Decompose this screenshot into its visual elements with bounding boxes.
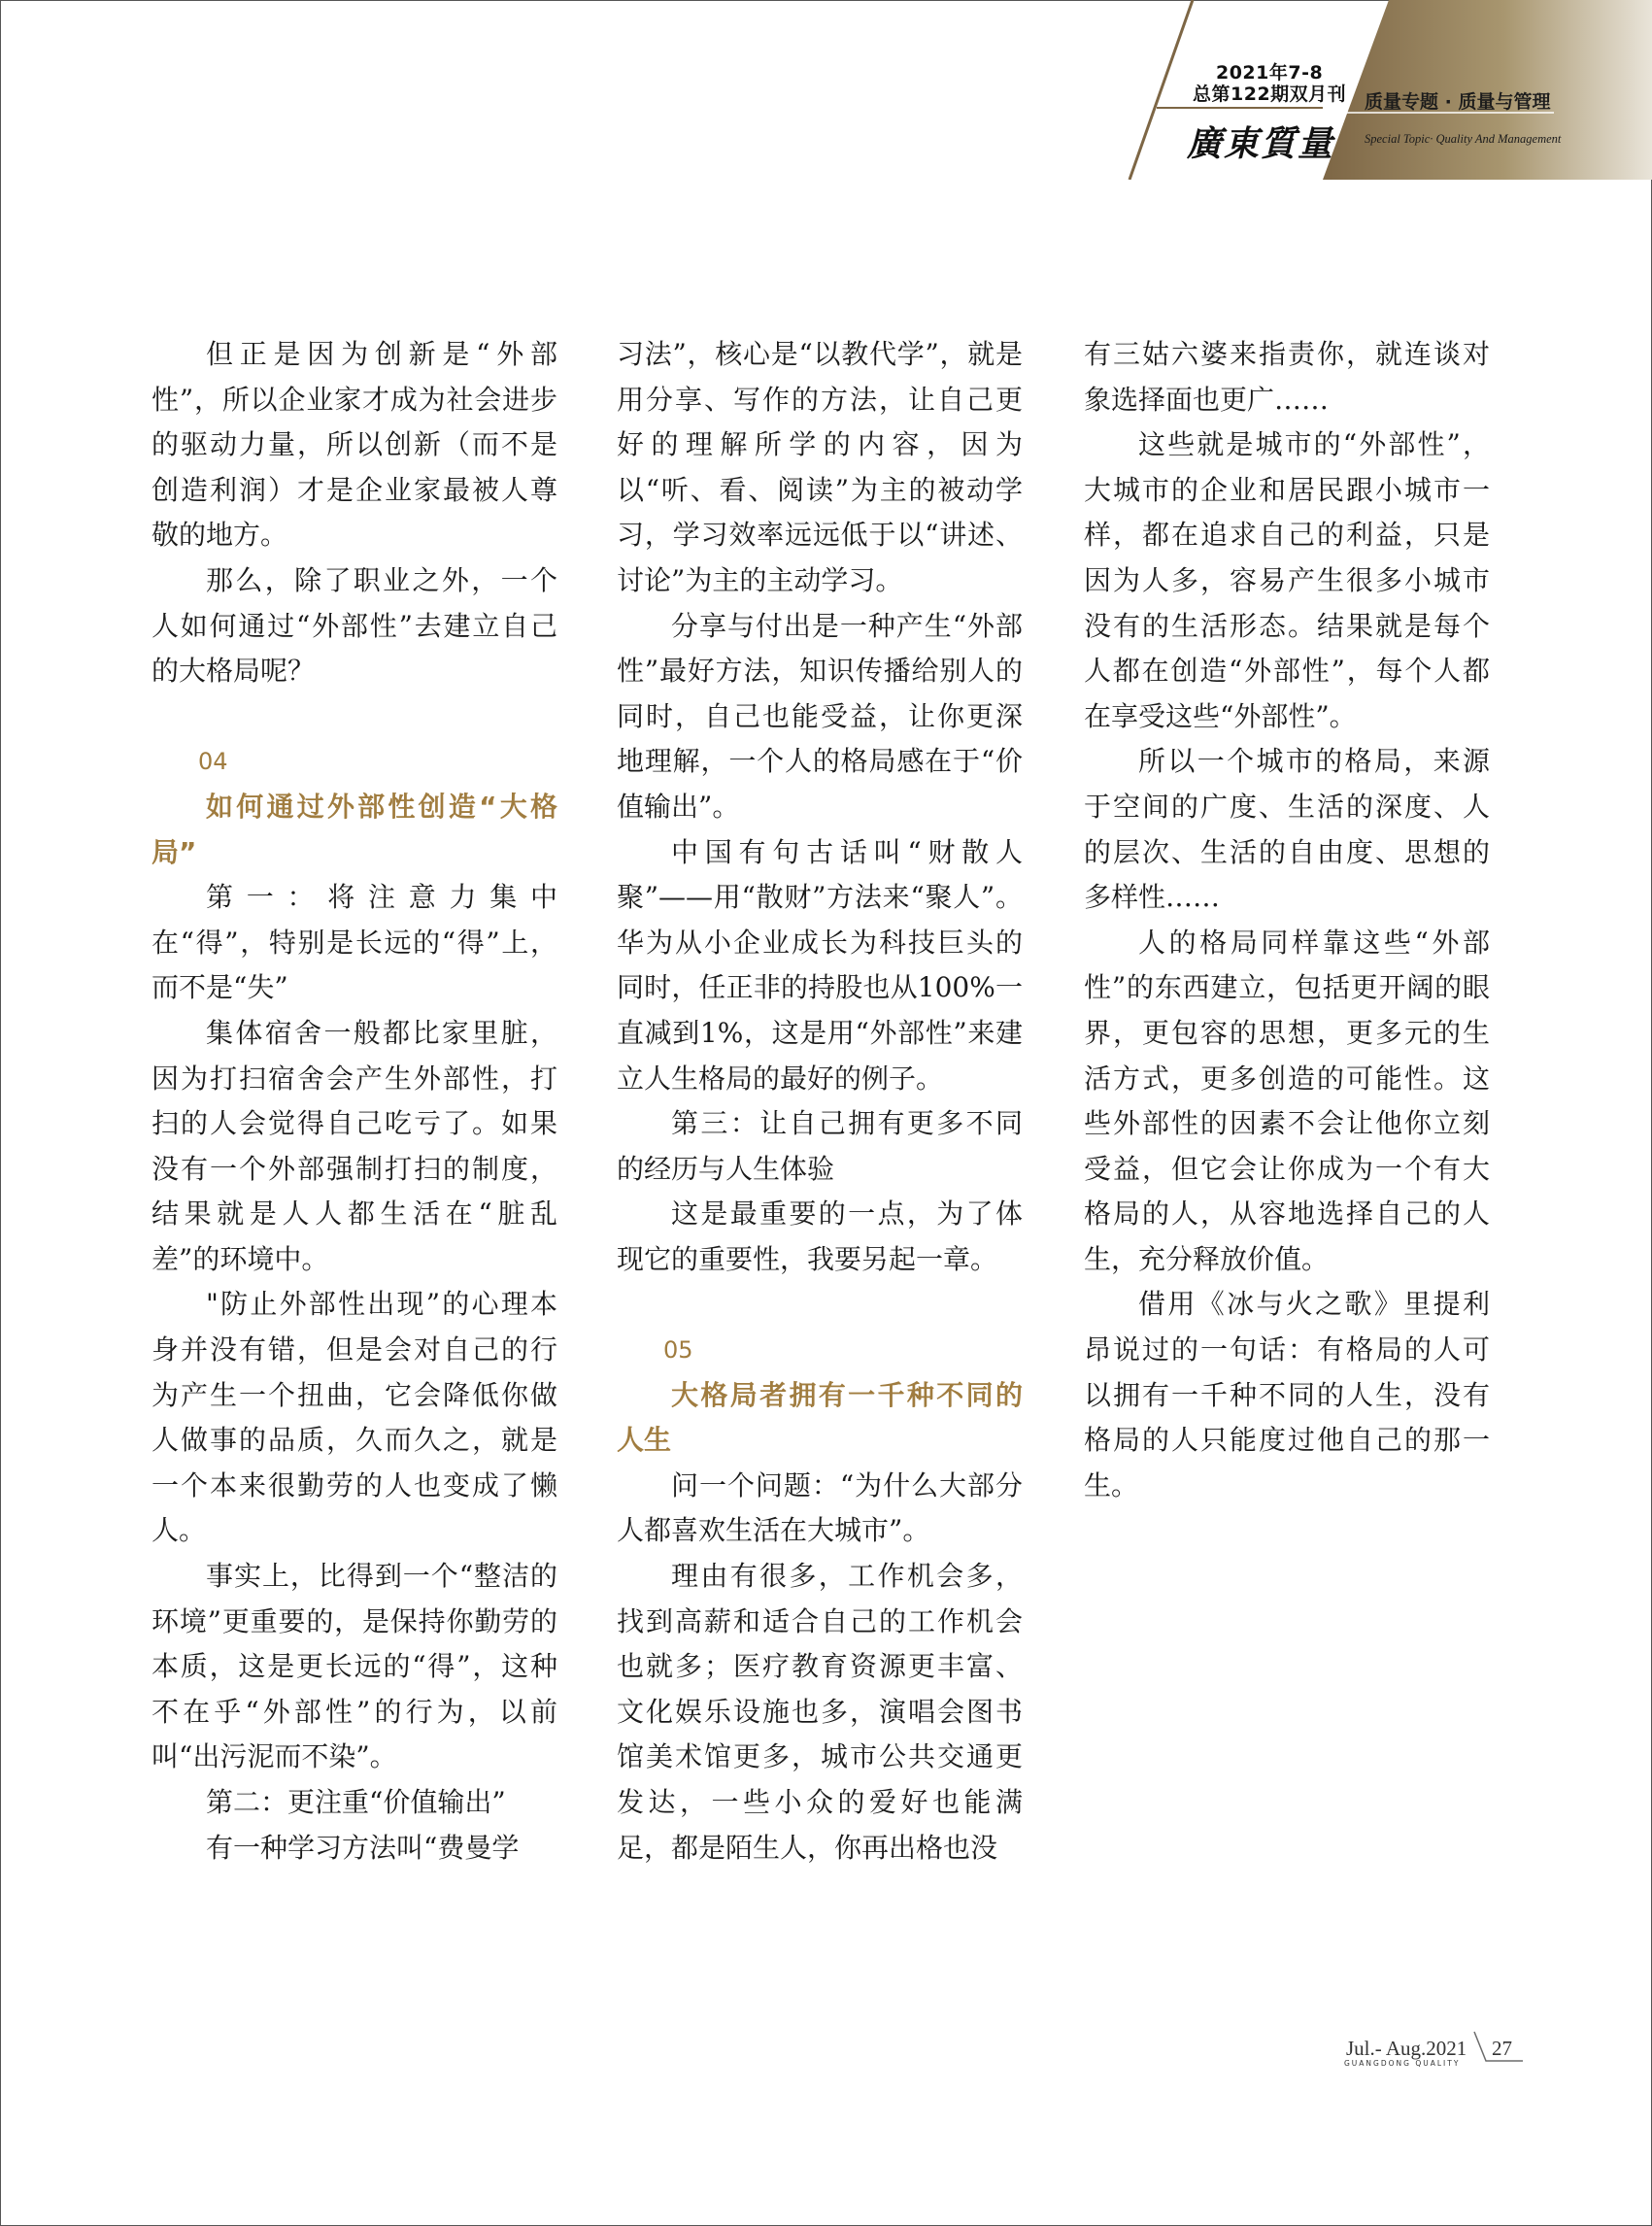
paragraph: 这些就是城市的“外部性”，大城市的企业和居民跟小城市一样，都在追求自己的利益，只是因为人多，容易产生很多小城市没有的生活形态。结果就是每个人都在创造“外部性”，每个人都在享受这些“外部性”。 <box>1084 428 1490 732</box>
issue-info <box>1193 62 1346 105</box>
article-column-3 <box>1084 332 1490 1508</box>
issue-number: 总第122期双月刊 <box>1193 84 1347 105</box>
paragraph: 借用《冰与火之歌》里提利昂说过的一句话：有格局的人可以拥有一千种不同的人生，没有格局的人只能度过他自己的那一生。 <box>1084 1288 1490 1501</box>
magazine-logo: 廣東質量 <box>1187 123 1335 164</box>
paragraph: 理由有很多，工作机会多，找到高薪和适合自己的工作机会也就多；医疗教育资源更丰富、文化娱乐设施也多，演唱会图书馆美术馆更多，城市公共交通更发达，一些小众的爱好也能满足，都是陌生人，你再出格也没 <box>617 1560 1023 1864</box>
paragraph: 中国有句古话叫“财散人聚”——用“散财”方法来“聚人”。华为从小企业成长为科技巨头的同时，任正非的持股也从100%一直减到1%，这是用“外部性”来建立人生格局的最好的例子。 <box>617 835 1023 1095</box>
section-topic: 质量专题 · 质量与管理 <box>1365 91 1551 113</box>
footer-magazine-name: GUANGDONG QUALITY <box>1344 2059 1461 2068</box>
paragraph: 分享与付出是一种产生“外部性”最好方法，知识传播给别人的同时，自己也能受益，让你更深地理解，一个人的格局感在于“价值输出”。 <box>617 609 1023 823</box>
paragraph: 第一：将注意力集中在“得”，特别是长远的“得”上，而不是“失” <box>152 881 557 1004</box>
footer-date: Jul.- Aug.2021 <box>1346 2037 1467 2060</box>
section-gap <box>152 694 557 740</box>
paragraph: 但正是因为创新是“外部性”，所以企业家才成为社会进步的驱动力量，所以创新（而不是创造利润）才是企业家最被人尊敬的地方。 <box>152 338 557 552</box>
issue-date: 2021年7-8 <box>1215 62 1324 84</box>
paragraph: 问一个问题：“为什么大部分人都喜欢生活在大城市”。 <box>617 1468 1023 1547</box>
paragraph: 那么，除了职业之外，一个人如何通过“外部性”去建立自己的大格局呢？ <box>152 563 557 688</box>
paragraph: 集体宿舍一般都比家里脏，因为打扫宿舍会产生外部性，打扫的人会觉得自己吃亏了。如果没有一个外部强制打扫的制度，结果就是人人都生活在“脏乱差”的环境中。 <box>152 1016 557 1275</box>
paragraph: 人的格局同样靠这些“外部性”的东西建立，包括更开阔的眼界，更包容的思想，更多元的生活方式，更多创造的可能性。这些外部性的因素不会让他你立刻受益，但它会让你成为一个有大格局的人，从容地选择自己的人生，充分释放价值。 <box>1084 926 1490 1275</box>
paragraph: "防止外部性出现”的心理本身并没有错，但是会对自己的行为产生一个扭曲，它会降低你做人做事的品质，久而久之，就是一个本来很勤劳的人也变成了懒人。 <box>152 1288 557 1547</box>
paragraph: 事实上，比得到一个“整洁的环境”更重要的，是保持你勤劳的本质，这是更长远的“得”，这种不在乎“外部性”的行为，以前叫“出污泥而不染”。 <box>152 1560 557 1773</box>
paragraph: 第三：让自己拥有更多不同的经历与人生体验 <box>617 1107 1023 1185</box>
section-number: 05 <box>663 1336 693 1365</box>
paragraph: 有一种学习方法叫“费曼学 <box>206 1831 520 1864</box>
page-number: 27 <box>1492 2037 1512 2060</box>
section-heading: 大格局者拥有一千种不同的人生 <box>617 1378 1023 1457</box>
paragraph-continued: 有三姑六婆来指责你，就连谈对象选择面也更广…… <box>1084 338 1490 416</box>
section-gap <box>617 1282 1023 1328</box>
article-column-1 <box>152 332 557 1871</box>
article-column-2 <box>617 332 1023 1871</box>
section-heading: 如何通过外部性创造“大格局” <box>152 790 557 868</box>
paragraph-continued: 习法”，核心是“以教代学”，就是用分享、写作的方法，让自己更好的理解所学的内容，因为以“听、看、阅读”为主的被动学习，学习效率远远低于以“讲述、讨论”为主的主动学习。 <box>617 338 1023 596</box>
section-number: 04 <box>198 748 228 776</box>
paragraph: 这是最重要的一点，为了体现它的重要性，我要另起一章。 <box>617 1197 1023 1275</box>
paragraph: 所以一个城市的格局，来源于空间的广度、生活的深度、人的层次、生活的自由度、思想的多样性…… <box>1084 745 1490 914</box>
paragraph: 第二：更注重“价值输出” <box>206 1786 506 1818</box>
section-topic-english: Special Topic· Quality And Management <box>1365 132 1562 146</box>
